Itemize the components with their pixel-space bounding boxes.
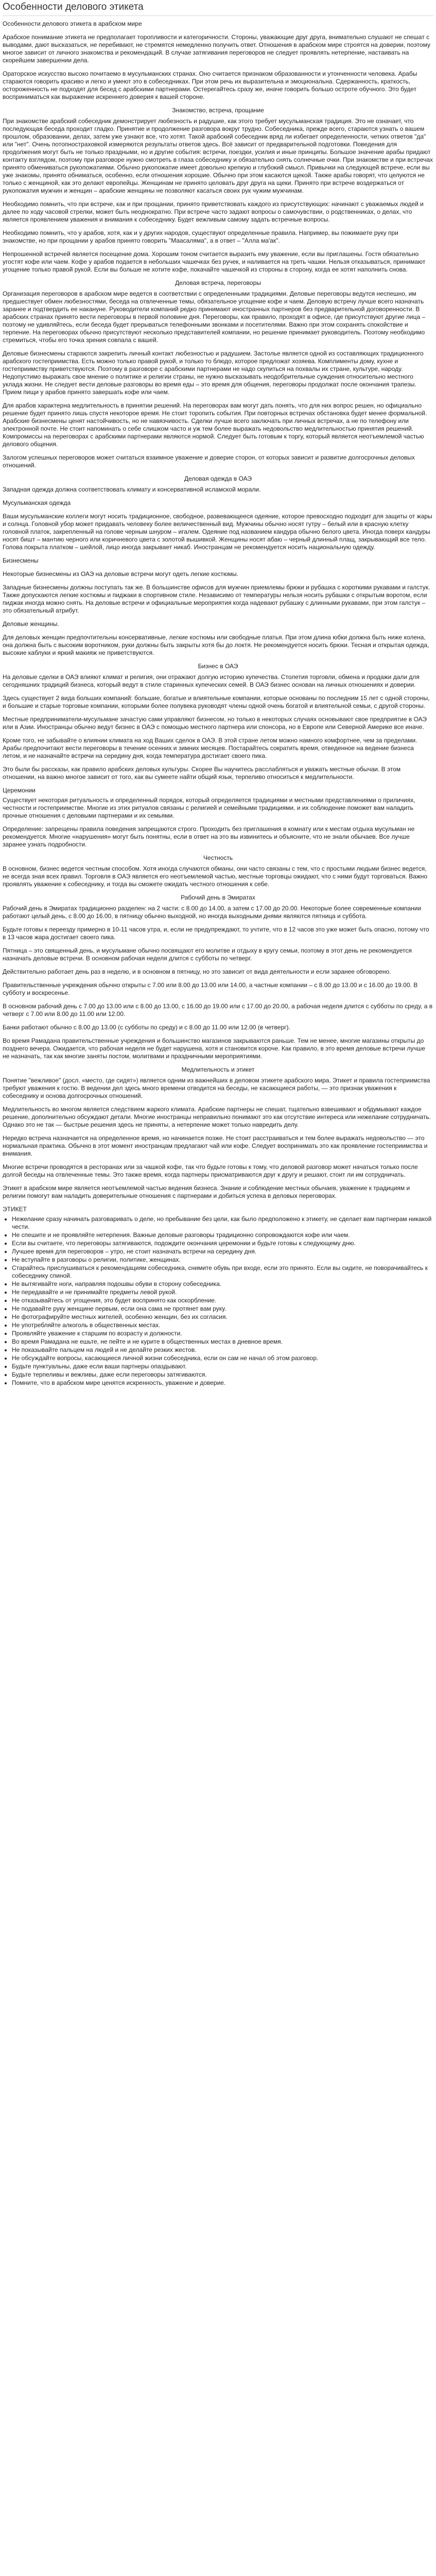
list-item: • Помните, что в арабском мире ценятся искренность, уважение и доверие. [12, 1379, 433, 1387]
paragraph: Банки работают обычно с 8.00 до 13.00 (с субботы по среду) и с 8.00 до 11.00 или 12.00 (в четверг). [3, 1024, 290, 1031]
paragraph: Некоторые бизнесмены из ОАЭ на деловые встречи могут одеть легкие костюмы. [3, 570, 238, 578]
paragraph: Западные бизнесмены должны поступать так же. В большинстве офисов для мужчин приемлемы брюки и рубашка с короткими рукавами и галстук. Также допускаются легкие костюмы и пиджаки в спортивном стиле. Независимо от температуры нельзя носить рубашки с открытым воротом, если пиджак иногда можно снять. На деловые встречи и официальные мероприятия когда надевают рубашку с длинными рукавами, при этом галстук – это обязательный атрибут. [3, 584, 430, 614]
paragraph: Это были бы рассказы, как правило арабских деловых культуры. Скорее Вы научитесь расслабляться и уважать местные обычаи. В этом отношении, на важно многое зависит от того, как вы сумеете найти общий язык, терпеливо относиться к медлительности. [3, 766, 401, 781]
list-item: • Нежелание сразу начинать разговаривать о деле, но пребывание без цели, как было предположено к этикету, не сделает вам партнерам никакой чести. [12, 1215, 433, 1231]
paragraph: В основном рабочий день с 7.00 до 13.00 или с 8.00 до 13.00, с 16.00 до 19.00 или с 17.00 до 20.00, а рабочая неделя длится с субботы по среду, а в четверг с 7.00 или 8.00 до 11.00 или 12.00. [3, 1003, 433, 1018]
list-item: • Не вытягивайте ноги, направляя подошвы обуви в сторону собеседника. [12, 1280, 433, 1288]
section-heading: Церемонии [3, 787, 36, 794]
list-item: • Старайтесь прислушиваться к рекомендациям собеседника, снимите обувь при входе, если это принято. Если вы сидите, не поворачивайтесь к собеседнику спиной. [12, 1264, 433, 1280]
paragraph: На деловые сделки в ОАЭ влияют климат и религия, они отражают долгую историю купечества. Столетия торговли, обмена и продажи дали для сегодняшних традиций бизнеса, который ведут в стиле старинных купеческих семей. В ОАЭ бизнес основан на личных отношениях и доверии. [3, 673, 420, 688]
paragraph: Многие встречи проводятся в ресторанах или за чашкой кофе, так что будьте готовы к тому, что деловой разговор может начаться только после долгой беседы на отвлеченные темы. Это также время, когда партнеры присматриваются друг к другу и решают, стоит ли им сотрудничать. [3, 1163, 418, 1178]
paragraph: Особенности делового этикета в арабском мире [3, 20, 142, 27]
paragraph: Непрошенной встречей является посещение дома. Хорошим тоном считается выразить ему уважение, если вы приглашены. Гостя обязательно угостят кофе или чаем. Кофе у арабов подается в небольших чашечках без ручек, и наливается на треть чашки. Нельзя отказываться, принимают угощение только правой рукой. Если вы больше не хотите кофе, покачайте чашечкой из стороны в сторону, когда ее хотят наполнить снова. [3, 250, 426, 273]
etiket-heading: ЭТИКЕТ [3, 1206, 27, 1213]
list-item: • Не употребляйте алкоголь в общественных местах. [12, 1321, 433, 1329]
paragraph: Западная одежда должна соответствовать климату и консервативной исламской морали. [3, 486, 261, 493]
list-item: • Не спешите и не проявляйте нетерпения. Важные деловые разговоры традиционно сопровождаются кофе или чаем. [12, 1231, 433, 1239]
paragraph: Рабочий день в Эмиратах традиционно разделен: на 2 части: с 8.00 до 14.00, а затем с 17.00 до 20.00. Некоторые более современные компании работают целый день, с 8.00 до 16.00, в пятницу обычно выходной, но иногда выходными днями являются пятница и суббота. [3, 905, 422, 920]
section-heading: Медлительность и этикет [181, 1066, 255, 1073]
paragraph: Здесь существует 2 вида больших компаний: большие, богатые и влиятельные компании, которые основаны по последним 15 лет с одной стороны, и большие и старые торговые компании, которыми более полувека руководят члены одной очень богатой и влиятельной семьи, с другой стороны. [3, 694, 430, 709]
paragraph: Понятие "вежливое" (досл. «место, где сидят») является одним из важнейших в деловом этикете арабского мира. Этикет и правила гостеприимства требуют уважения к гостю. В ведении дел здесь много времени отводится на беседы, не касающиеся работы, — это признак уважения к собеседнику и основа долгосрочных отношений. [3, 1077, 430, 1099]
paragraph: Местные предприниматели-мусульмане зачастую сами управляют бизнесом, но только в некоторых случаях основывают свое предприятие в ОАЭ или в Азии. Иностранцы обычно ведут бизнес в ОАЭ с помощью местного партнера или спонсора, но в Европе или Северной Америке все иначе. [3, 716, 427, 731]
list-item: • Проявляйте уважение к старшим по возрасту и должности. [12, 1330, 433, 1337]
paragraph: Ваши мусульманские коллеги могут носить традиционное, свободное, развевающееся одеяние, которое превосходно подходит для защиты от жары и солнца. Головной убор может придавать человеку более величественный вид. Мужчины обычно носят гутру – белый или в красную клетку головной платок, закрепленный на голове черным шнуром – игалем. Одеяние под названием кандура обычно белого цвета. Иногда поверх кандуры носят бишт – мантию черного или коричневого цвета с золотой вышивкой. Женщины носят абаю – черный длинный плащ, закрывающий все тело. Голова покрыта платком – шейлой, лицо иногда закрывает никаб. Иностранцам не рекомендуется носить национальную одежду. [3, 513, 432, 551]
paragraph: Арабское понимание этикета не предполагает торопливости и категоричности. Стороны, уважающие друг друга, внимательно слушают не спешат с выводами, дают высказаться, не перебивают, не стремятся немедленно получить ответ. Отношения в арабском мире строятся на доверии, поэтому многое зависит от личного знакомства и рекомендаций. В случае затягивания переговоров не следует проявлять нетерпение, настаивать на скорейшем завершении дела. [3, 33, 430, 64]
paragraph: Определение: запрещены правила поведения запрещаются строго. Проходить без приглашения в комнату или к местам отдыха мусульман не рекомендуется. Многие «нарушения» могут быть понятны, если в ответ на это вы извинитесь и объясните, что не знали обычаев. Все лучше заранее узнать подробности. [3, 825, 415, 848]
section-heading: Деловая встреча, переговоры [175, 279, 261, 286]
article-body [3, 20, 433, 1387]
page-title: Особенности делового этикета [3, 1, 433, 16]
list-item: • Не показывайте пальцем на людей и не делайте резких жестов. [12, 1346, 433, 1354]
paragraph: Этикет в арабском мире является неотъемлемой частью ведения бизнеса. Знание и соблюдение местных обычаев, уважение к традициям и религии помогут вам наладить доверительные отношения с партнерами и добиться успеха в деловых переговорах. [3, 1184, 410, 1199]
paragraph: Во время Рамадана правительственные учреждения и большинство магазинов закрываются раньше. Тем не менее, многие магазины открыты до позднего вечера. Ожидается, что рабочая неделя не будет нарушена, хотя и становится короче. Как правило, в это время деловые встречи лучше не назначать, так как многие заняты постом, молитвами и праздничными мероприятиями. [3, 1037, 425, 1060]
paragraph: Для деловых женщин предпочтительны консервативные, легкие костюмы или свободные платья. При этом длина юбки должна быть ниже колена, она должна быть с высоким воротником, руки должны быть закрыты хотя бы до локтя. Не рекомендуется носить брюки. Тесная и открытая одежда, высокие каблуки и яркий макияж не приветствуются. [3, 634, 429, 656]
paragraph: Организация переговоров в арабском мире ведется в соответствии с определенными традициями. Деловые переговоры ведутся неспешно, им предшествует обмен любезностями, беседа на отвлеченные темы, обязательное угощение кофе и чаем. Деловую встречу лучше всего назначать заранее и подтвердить ее накануне. Руководители компаний редко принимают иностранных партнеров без предварительной договоренности. В арабских странах принято вести переговоры в первой половине дня. Переговоры, как правило, проходят в офисе, где присутствуют другие лица – поэтому не удивляйтесь, если беседа будет прерываться телефонными звонками и посетителями. Важно при этом сохранять спокойствие и терпение. На переговорах обычно присутствуют несколько представителей компании, но решение принимает руководитель. Поэтому необходимо стремиться, чтобы его точка зрения совпала с вашей. [3, 290, 426, 344]
list-item: • Не вступайте в разговоры о религии, политике, женщинах. [12, 1256, 433, 1264]
paragraph: В основном, бизнес ведется честным способом. Хотя иногда случаются обманы, они часто связаны с тем, что с простыми людьми бизнес ведется, не всегда зная всех правил. Торговля в ОАЭ является его неотъемлемой частью, местные торговцы ожидают, что с ними будут торговаться. Важно проявлять уважение к собеседнику, и тогда вы сможете ожидать честного отношения к себе. [3, 865, 428, 888]
paragraph: Будьте готовы к переезду примерно в 10-11 часов утра, и, если не предупреждают, то учтите, что в 12 часов это уже может быть опасно, потому что в 13 часов жара достигает своего пика. [3, 926, 429, 941]
section-heading: Рабочий день в Эмиратах [181, 894, 255, 901]
list-item: • Не отказывайтесь от угощения, это будет воспринято как оскорбление. [12, 1297, 433, 1304]
list-item: • Будьте пунктуальны, даже если ваши партнеры опаздывают. [12, 1363, 433, 1370]
paragraph: Ораторское искусство высоко почитаемо в мусульманских странах. Оно считается признаком образованности и утонченности человека. Арабы стараются говорить красиво и легко и умеют это в собеседниках. При этом речь их выразительна и эмоциональна. Сдержанность, краткость, остороженность не подходят для бесед с арабскими партнерами. Остерегайтесь сразу же, иначе говорить большо острoте обучного. Это будет восприниматься как выражение искреннего доверия к вашей стороне. [3, 70, 417, 100]
paragraph: Нередко встреча назначается на определенное время, но начинается позже. Не стоит расстраиваться и тем более выражать недовольство — это нормальная практика. Обычно в этот момент иностранцам предлагают чай или кофе. Следует воспринимать это как проявление гостеприимства и внимания. [3, 1134, 428, 1157]
list-item: • Если вы считаете, что переговоры затягиваются, подождите окончания церемонии и будьте готовы к следующему дню. [12, 1240, 433, 1247]
paragraph: Медлительность во многом является следствием жаркого климата. Арабские партнеры не спешат, тщательно взвешивают и обдумывают каждое решение, дополнительно обсуждают детали. Многие иностранцы неправильно понимают это как отсутствие интереса или нежелание сотрудничать. Однако это не так — быстрые решения здесь не приняты, а нетерпение может только навредить делу. [3, 1106, 431, 1128]
paragraph: Бизнесмены [3, 557, 39, 564]
section-heading: Знакомство, встреча, прощание [172, 107, 264, 114]
etiket-list [3, 1215, 433, 1387]
section-heading: Бизнес в ОАЭ [198, 663, 238, 670]
list-item: • Будьте терпеливы и вежливы, даже если переговоры затягиваются. [12, 1371, 433, 1379]
paragraph: Деловые бизнесмены стараются закрепить личный контакт любезностью и радушием. Застолье является одной из составляющих традиционного арабского гостеприимства. Есть можно только правой рукой, и только то блюдо, которое предложат хозяева. Комплименты дому, кухне и гостеприимству приветствуются. Поэтому в разговоре с арабскими партнерами не надо скупиться на похвалы их стране, культуре, народу. Недопустимо выражать свое мнение о политике и религии страны, не нужно высказывать неодобрительные суждения относительно местного уклада жизни. Не следует вести деловые разговоры во время еды – это время для общения, переговоры продолжат после окончания трапезы. Прием пищи у арабов принято завершать кофе или чаем. [3, 350, 424, 396]
list-item: • Не обсуждайте вопросы, касающиеся личной жизни собеседника, если он сам не начал об этом разговор. [12, 1354, 433, 1362]
list-item: • Не подавайте руку женщине первым, если она сама не протянет вам руку. [12, 1305, 433, 1313]
paragraph: Необходимо помнить, что у арабов, хотя, как и у других народов, существуют определенные правила. Например, вы пожимаете руку при знакомстве, но при прощании у арабов принято говорить "Маасаляма", а в ответ – "Алла ма'ак". [3, 229, 398, 244]
paragraph: Необходимо помнить, что при встрече, как и при прощании, принято приветствовать каждого из присутствующих: начинают с уважаемых людей и далее по ходу часовой стрелки, может быть неоднократно. При встрече часто задают вопросы о самочувствии, о родственниках, о делах, что является проявлением уважения и внимания к собеседнику. Будет вежливым самому задать встречные вопросы. [3, 200, 424, 223]
paragraph: Существует некоторая ритуальность и определенный порядок, который определяется традициями и местными представлениями о приличиях, честности и гостеприимстве. Многие из этих ритуалов связаны с религией и семейными традициями, и их соблюдение поможет вам наладить прочные отношения с деловыми партнерами и их семьями. [3, 796, 415, 819]
list-item: • Не фотографируйте местных жителей, особенно женщин, без их согласия. [12, 1313, 433, 1321]
section-heading: Честность [203, 854, 233, 861]
paragraph: Для арабов характерна медлительность в принятии решений. На переговорах вам могут дать понять, что для них вопрос решен, но официально решение будет принято лишь спустя некоторое время. Не стоит торопить события. При повторных встречах обстановка будет менее формальной. Арабские бизнесмены ценят настойчивость, но не навязчивость. Сделки лучше всего заключать при личных встречах, а не по телефону или электронной почте. Не стоит напоминать о себе слишком часто и уж тем более выражать недовольство медлительностью принятия решений. Компромиссы на переговорах с арабскими партнерами являются нормой. Следует быть готовым к торгу, который является неотъемлемой частью делового общения. [3, 402, 427, 448]
paragraph: Пятница – это священный день, и мусульмане обычно посвящают его молитве и отдыху в кругу семьи, поэтому в этот день не рекомендуется назначать деловые встречи. В основном рабочая неделя длится с субботы по четверг. [3, 947, 412, 962]
paragraph: При знакомстве арабский собеседник демонстрирует любезность и радушие, как этого требует мусульманская традиция. Это не означает, что последующая беседа проходит гладко. Принятие и продолжение разговора вокруг трудно. Собеседника, прежде всего, стараются узнать о вашем прошлом, образовании, делах, затем уже узнают все, что хотят. Такой арабский собеседник вряд ли избегает определенности, четких ответов "да" или "нет". Очень потопностраховкой измеряются результаты ответов здесь. Всё зависит от предварительной подготовки. Поведения для продолжения могут быть не только праздными, но и другие события: встречи, поездки, усилия и иные принципы. Большое значение арабы придают контакту взглядом, поэтому при разговоре нужно смотреть в глаза собеседнику и обязательно снять солнечные очки. При знакомстве и при встречах принято обмениваться рукопожатиями. Обычно рукопожатие имеет довольно крепкую и глубокий смысл. Привычки на следующей встрече, если вы уже знакомы, принято обниматься, особенно, если отношения хорошие. Обычно при этом касаются щекой. Также арабы говорят, что целуются не только с женщиной, как это делают европейцы. Женщинам не принято целовать друг друга на щеки. Принято при встрече воздержаться от рукопожатия мужчин и женщин – арабские женщины не позволяют касаться своих рук чужим мужчинам. [3, 117, 433, 194]
paragraph: Кроме того, не забывайте о влиянии климата на ход Ваших сделок в ОАЭ. В этой стране летом можно намного комфортнее, чем за пределами. Арабы предпочитают вести переговоры в течение осенних и зимних месяцев. Постарайтесь сократить время, отведенное на ведение бизнеса летом, и не назначайте встречи на середину дня, когда температура достигает своего пика. [3, 737, 417, 759]
paragraph: Правительственные учреждения обычно открыты с 7.00 или 8.00 до 13.00 или 14.00, а частные компании – с 8.00 до 13.00 и с 16.00 до 19.00. В субботу и воскресенье. [3, 981, 418, 996]
section-heading: Деловая одежда в ОАЭ [184, 475, 252, 482]
paragraph: Действительно работает день раз в неделю, и в основном в пятницу, но это зависит от вида деятельности и если заранее обговорено. [3, 968, 391, 975]
list-item: • Лучшее время для переговоров – утро, не стоит назначать встречи на середину дня. [12, 1248, 433, 1256]
paragraph: Деловые женщины. [3, 620, 59, 628]
paragraph: Мусульманская одежда [3, 499, 71, 506]
list-item: • Во время Рамадана не ешьте, не пейте и не курите в общественных местах в дневное время. [12, 1338, 433, 1346]
list-item: • Не передавайте и не принимайте предметы левой рукой. [12, 1289, 433, 1296]
paragraph: Залогом успешных переговоров может считаться взаимное уважение и доверие сторон, от которых зависит и развитие долгосрочных деловых отношений. [3, 454, 415, 469]
